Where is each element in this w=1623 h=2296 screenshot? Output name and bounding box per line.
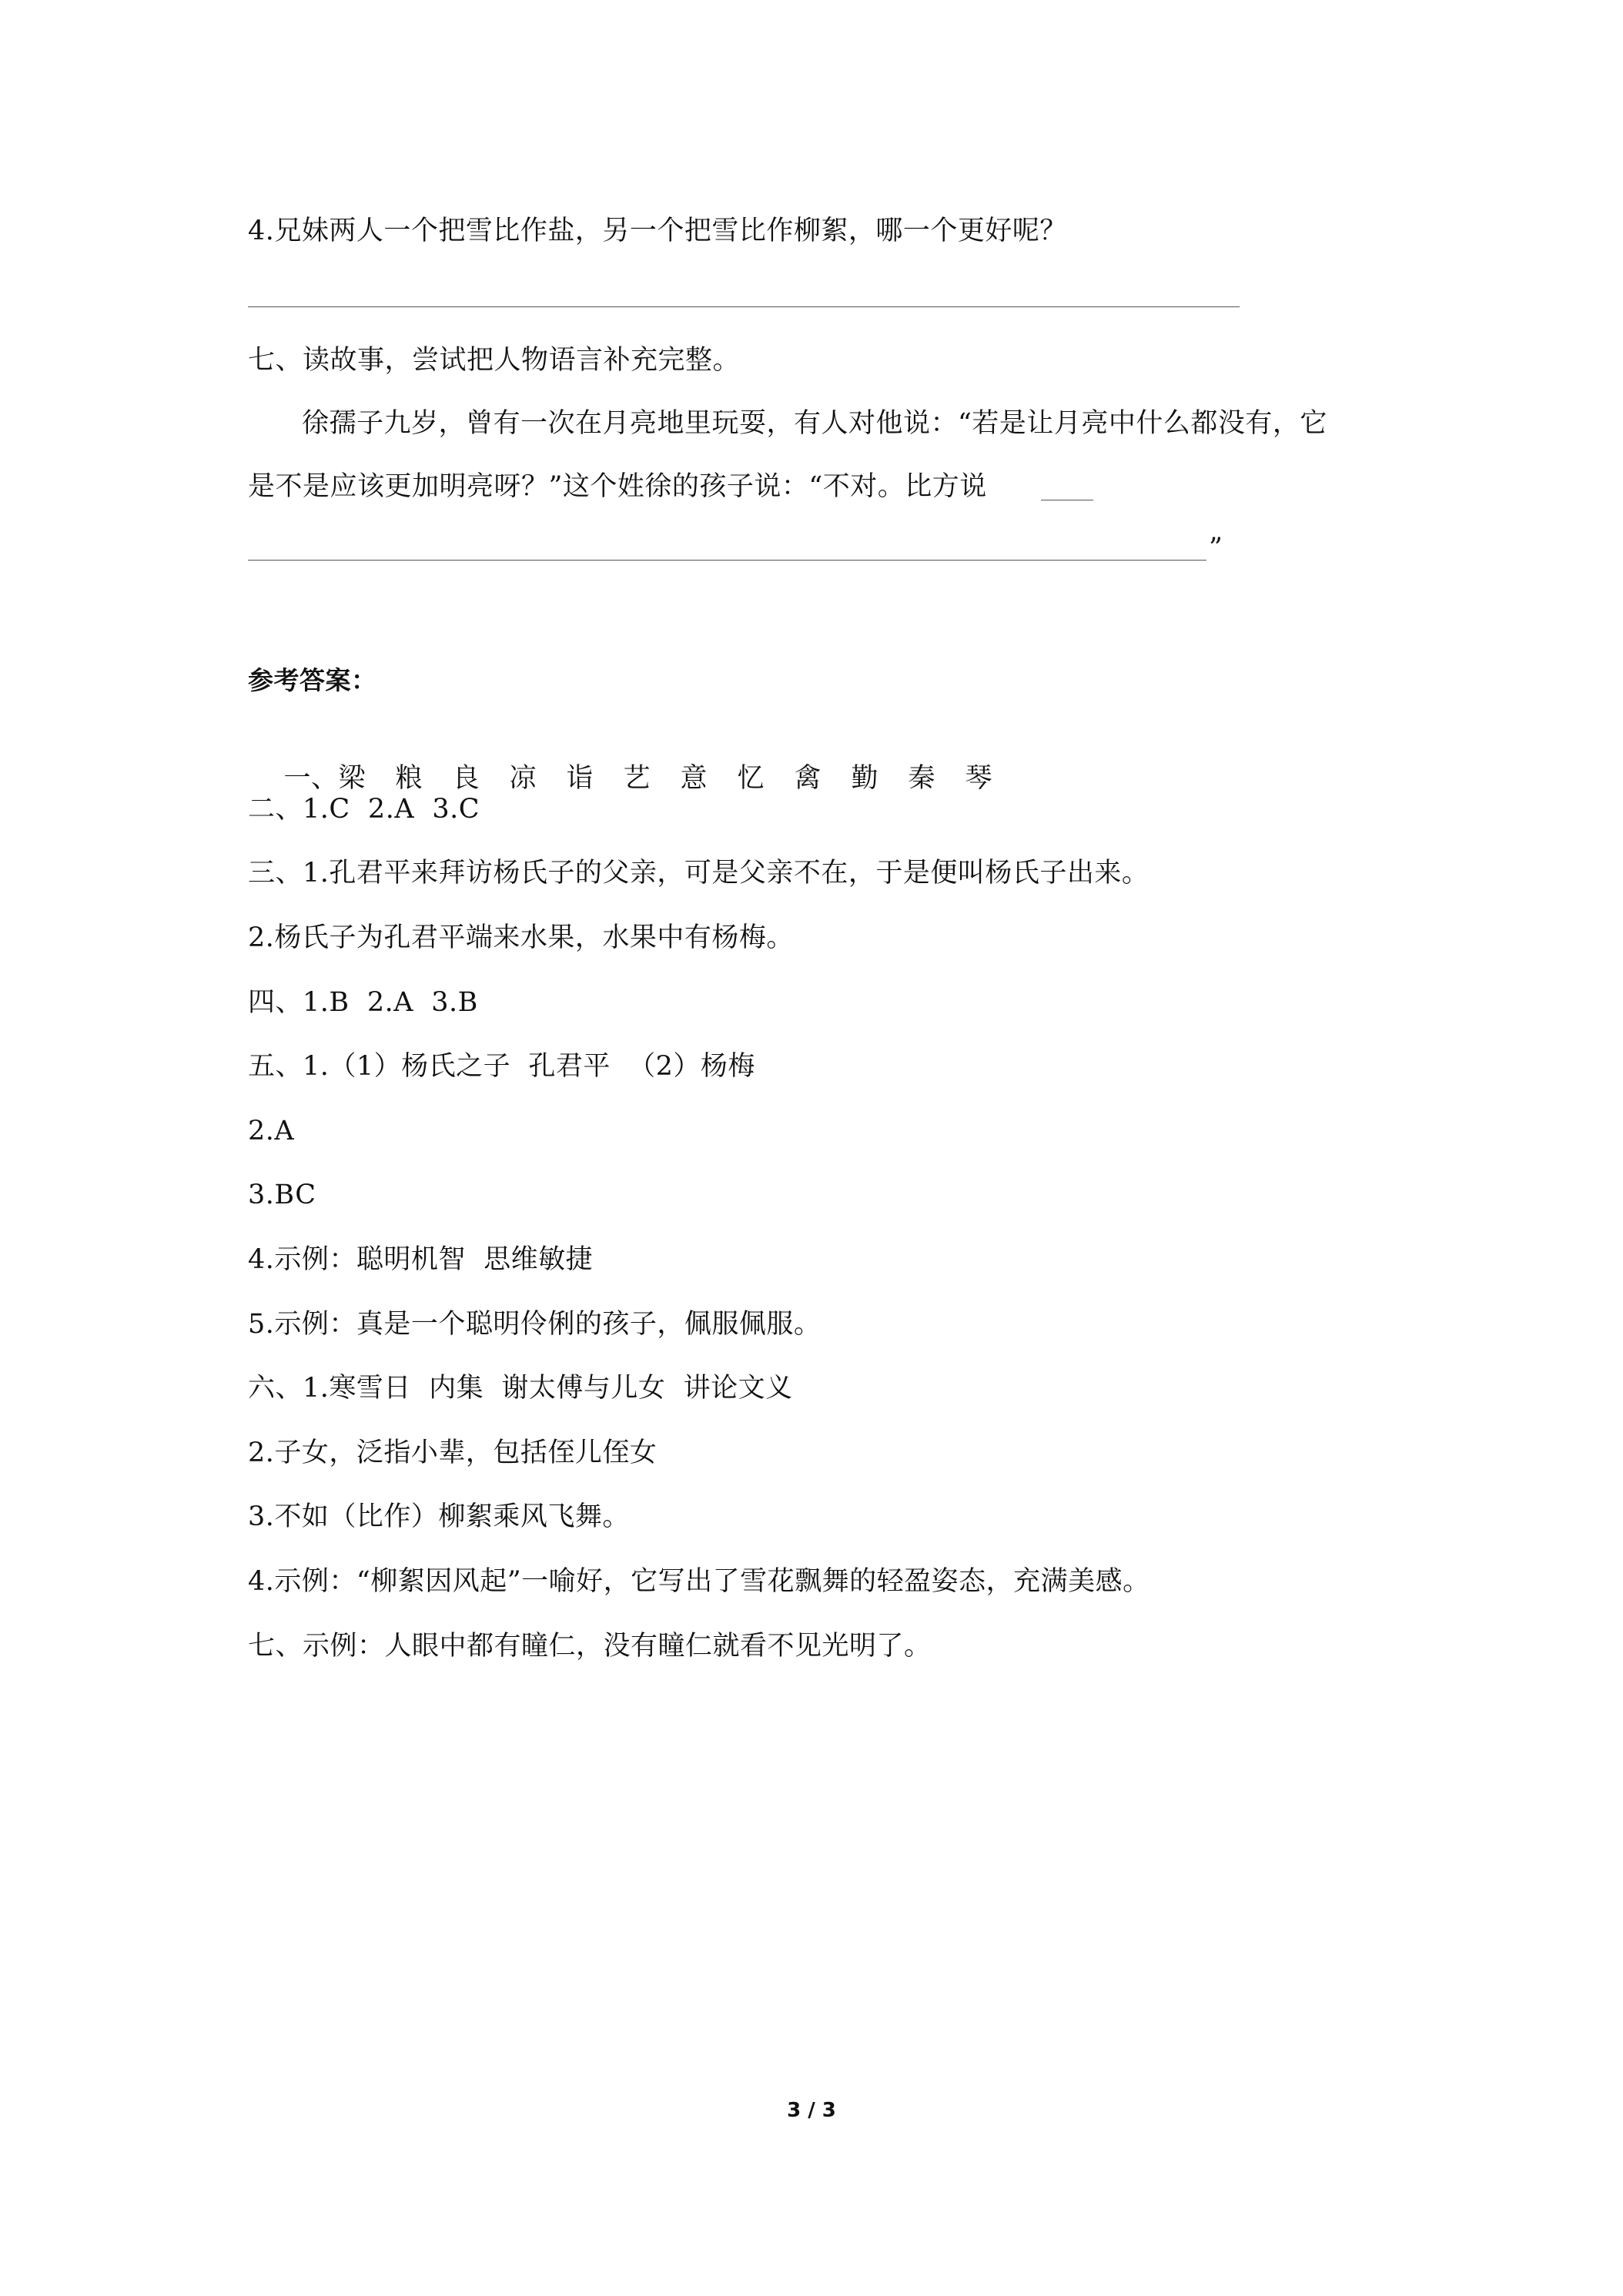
answer-4: 四、1.B 2.A 3.B: [248, 987, 478, 1018]
answer-6-2: 2.子女，泛指小辈，包括侄儿侄女: [248, 1438, 658, 1468]
close-quote: ”: [1209, 533, 1223, 564]
answer-1-char: 秦: [908, 763, 936, 794]
answer-1-char: 良: [452, 763, 480, 794]
answer-1-char: 忆: [737, 763, 765, 794]
question-7-title: 七、读故事，尝试把人物语言补充完整。: [248, 345, 741, 376]
answer-1-char: 勤: [851, 763, 879, 794]
answer-5-5: 5.示例：真是一个聪明伶俐的孩子，佩服佩服。: [248, 1309, 822, 1340]
answer-5-3: 3.BC: [248, 1180, 316, 1210]
answer-1-char: 艺: [623, 763, 651, 794]
answer-1-char: 禽: [794, 763, 822, 794]
answer-3-1: 三、1.孔君平来拜访杨氏子的父亲，可是父亲不在，于是便叫杨氏子出来。: [248, 858, 1149, 889]
answer-1-char: 凉: [509, 763, 537, 794]
answer-5-1: 五、1.（1）杨氏之子 孔君平 （2）杨梅: [248, 1051, 755, 1082]
answer-6-3: 3.不如（比作）柳絮乘风飞舞。: [248, 1501, 630, 1532]
answer-5-4: 4.示例：聪明机智 思维敏捷: [248, 1244, 594, 1275]
answer-1-char: 琴: [965, 763, 993, 794]
answer-1-char: 粮: [395, 763, 423, 794]
answer-7: 七、示例：人眼中都有瞳仁，没有瞳仁就看不见光明了。: [248, 1631, 932, 1662]
answer-5-2: 2.A: [248, 1116, 295, 1146]
answer-blank-line: [248, 306, 1240, 307]
question-7-story-line-2: 是不是应该更加明亮呀？”这个姓徐的孩子说：“不对。比方说: [248, 471, 987, 502]
answer-6-1: 六、1.寒雪日 内集 谢太傅与儿女 讲论文义: [248, 1373, 793, 1404]
question-6-4: 4.兄妹两人一个把雪比作盐，另一个把雪比作柳絮，哪一个更好呢？: [248, 216, 1067, 246]
answer-6-4: 4.示例：“柳絮因风起”一喻好，它写出了雪花飘舞的轻盈姿态，充满美感。: [248, 1566, 1150, 1597]
answer-1-char: 诣: [566, 763, 594, 794]
answer-3-2: 2.杨氏子为孔君平端来水果，水果中有杨梅。: [248, 922, 794, 953]
page-number: 3 / 3: [787, 2099, 836, 2122]
answer-1-char: 意: [680, 763, 708, 794]
answer-1-char: 梁: [338, 763, 366, 794]
story-blank-line: [248, 560, 1206, 561]
answers-heading: 参考答案：: [248, 665, 377, 695]
question-7-story-line-1: 徐孺子九岁，曾有一次在月亮地里玩耍，有人对他说：“若是让月亮中什么都没有，它: [302, 408, 1327, 439]
answer-1-characters: [339, 763, 1022, 794]
answer-2: 二、1.C 2.A 3.C: [248, 794, 480, 825]
answer-1-prefix: 一、: [283, 763, 339, 794]
